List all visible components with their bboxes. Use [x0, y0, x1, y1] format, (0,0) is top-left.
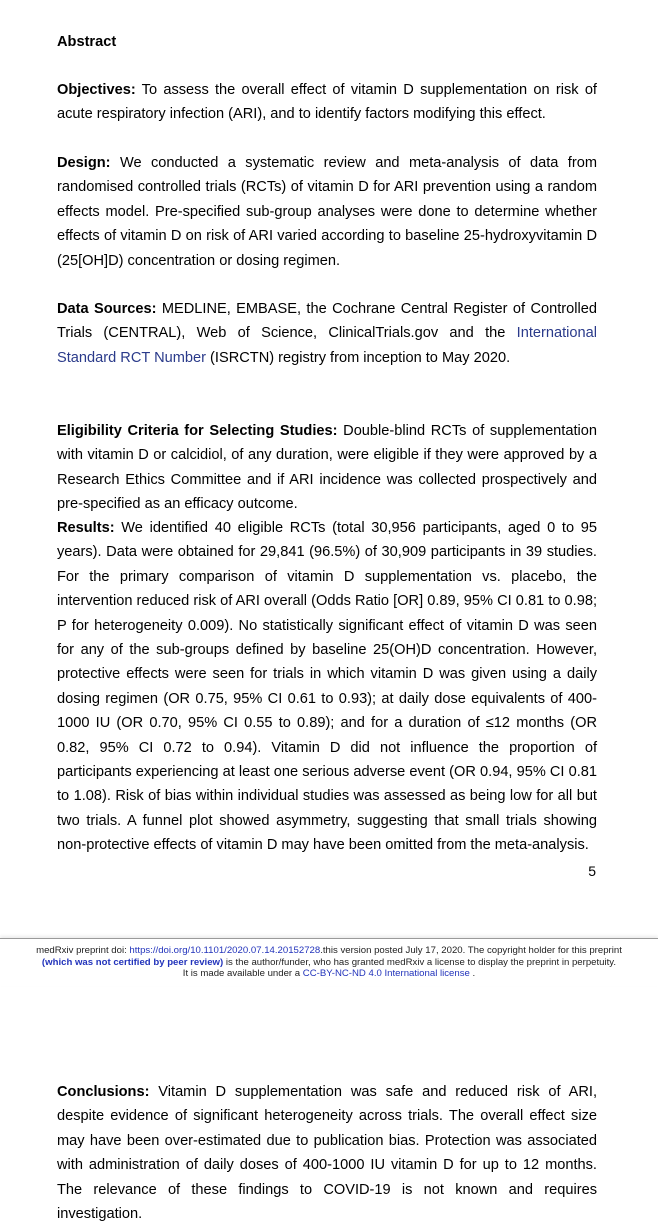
footer-posted-text: .this version posted July 17, 2020. The copyright holder for this preprint — [320, 945, 622, 956]
objectives-text: To assess the overall effect of vitamin D supplementation on risk of acute respiratory infection (ARI), and to identify factors modifying this effect. — [57, 82, 597, 123]
footer-line-2 — [0, 957, 658, 969]
design-text: We conducted a systematic review and meta-analysis of data from randomised controlled trials (RCTs) of vitamin D for ARI prevention using a random effects model. Pre-specified sub-group analyses were done to determine whether effects of vitamin D on risk of ARI varied according to baseline 25-hydroxyvitamin D (25[OH]D) concentration or dosing regimen. — [57, 155, 597, 269]
conclusions-label: Conclusions: — [57, 1084, 150, 1100]
objectives-paragraph — [57, 78, 597, 127]
abstract-heading: Abstract — [57, 34, 117, 50]
page-number: 5 — [588, 863, 596, 879]
objectives-label: Objectives: — [57, 82, 136, 98]
design-paragraph — [57, 151, 597, 273]
preprint-footer — [0, 938, 658, 986]
data-sources-text: MEDLINE, EMBASE, the Cochrane Central Register of Controlled Trials (CENTRAL), Web of Science, ClinicalTrials.gov and the — [57, 301, 597, 342]
footer-prefix: medRxiv preprint doi: — [36, 945, 127, 956]
conclusions-text: Vitamin D supplementation was safe and reduced risk of ARI, despite evidence of significant heterogeneity across trials. The overall effect size may have been over-estimated due to publication bias. Protection was associated with administration of daily doses of 400-1000 IU vitamin D for up to 12 months. The relevance of these findings to COVID-19 is not known and requires investigation. — [57, 1084, 598, 1223]
footer-license-text: is the author/funder, who has granted medRxiv a license to display the preprint in perpetuity. — [225, 956, 617, 968]
footer-line-3 — [0, 968, 658, 980]
data-sources-paragraph — [57, 297, 597, 370]
design-label: Design: — [57, 155, 111, 171]
footer-line-1 — [0, 945, 658, 957]
license-link[interactable]: CC-BY-NC-ND 4.0 International license — [302, 968, 470, 979]
results-text: We identified 40 eligible RCTs (total 30,956 participants, aged 0 to 95 years). Data were obtained for 29,841 (96.5%) of 30,909 participants in 39 studies. For the primary comparison of vitamin D supplementation vs. placebo, the intervention reduced risk of ARI overall (Odds Ratio [OR] 0.89, 95% CI 0.81 to 0.98; P for heterogeneity 0.009). No statistically significant effect of vitamin D was seen for any of the sub-groups defined by baseline 25(OH)D concentration. However, protective effects were seen for trials in which vitamin D was given using a daily dosing regimen (OR 0.75, 95% CI 0.61 to 0.93); at daily dose equivalents of 400-1000 IU (OR 0.70, 95% CI 0.55 to 0.89); and for a duration of ≤12 months (OR 0.82, 95% CI 0.72 to 0.94). Vitamin D did not influence the proportion of participants experiencing at least one serious adverse event (OR 0.94, 95% CI 0.81 to 1.08). Risk of bias within individual studies was assessed as being low for all but two trials. A funnel plot showed asymmetry, suggesting that small trials showing non-protective effects of vitamin D may have been omitted from the meta-analysis. — [57, 520, 598, 854]
eligibility-text: Double-blind RCTs of supplementation with vitamin D or calcidiol, of any duration, were eligible if they were approved by a Research Ethics Committee and if ARI incidence was collected prospectively and pre-specified as an efficacy outcome. — [57, 423, 597, 513]
eligibility-paragraph — [57, 419, 597, 517]
isrctn-link[interactable]: International Standard RCT Number — [57, 325, 597, 366]
footer-available-text: It is made available under a — [182, 968, 301, 979]
conclusions-paragraph — [57, 1080, 597, 1226]
results-paragraph — [57, 516, 597, 858]
data-sources-label: Data Sources: — [57, 301, 157, 317]
data-sources-text-after: (ISRCTN) registry from inception to May 2020. — [210, 349, 511, 366]
eligibility-label: Eligibility Criteria for Selecting Studies: — [57, 423, 338, 439]
footer-period: . — [472, 968, 476, 979]
results-label: Results: — [57, 520, 115, 536]
doi-link[interactable]: https://doi.org/10.1101/2020.07.14.20152728 — [129, 945, 321, 956]
peer-review-notice: (which was not certified by peer review) — [41, 956, 224, 968]
